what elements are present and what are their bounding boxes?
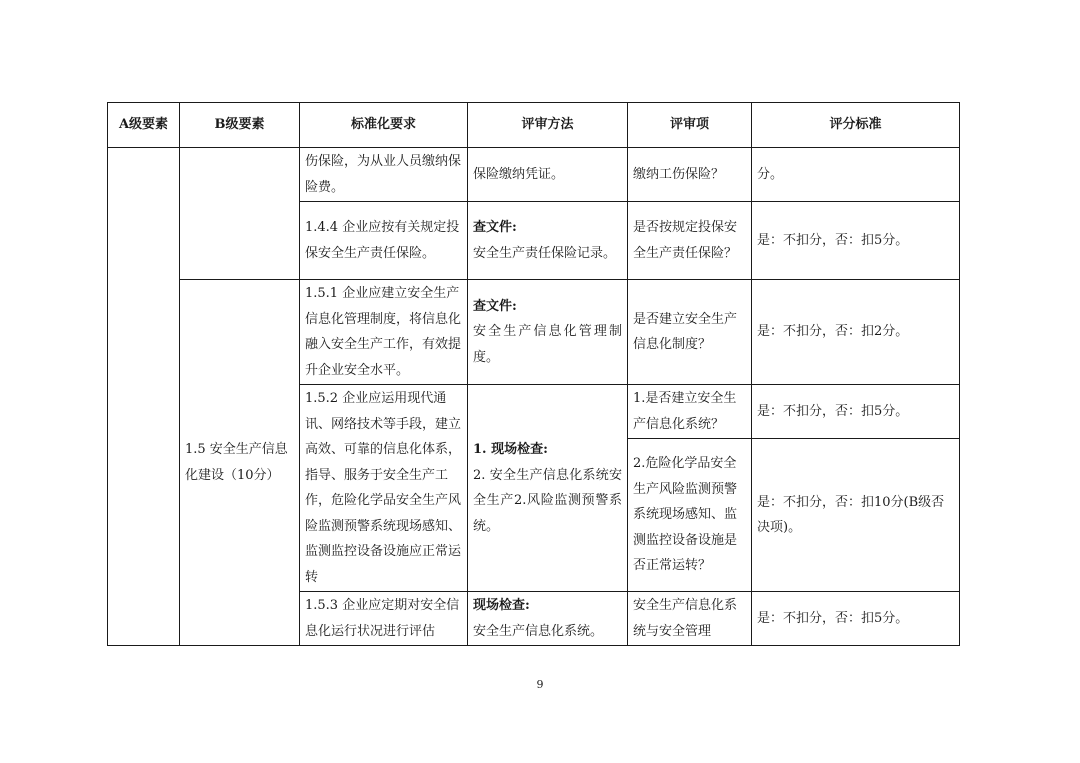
method-title: 查文件: (473, 220, 517, 235)
method-text: 安全生产信息化管理制度。 (473, 324, 622, 365)
method-title: 现场检查: (473, 598, 530, 613)
b-element-cell (180, 148, 300, 280)
method-text: 2. 安全生产信息化系统安全生产2.风险监测预警系统。 (473, 467, 622, 534)
requirement-cell: 1.5.3 企业应定期对安全信息化运行状况进行评估 (300, 592, 468, 646)
b-element-cell: 1.5 安全生产信息化建设（10分） (180, 280, 300, 646)
item-cell: 是否建立安全生产信息化制度？ (628, 280, 752, 385)
requirement-cell: 伤保险，为从业人员缴纳保险费。 (300, 148, 468, 202)
requirement-cell: 1.5.1 企业应建立安全生产信息化管理制度，将信息化融入安全生产工作，有效提升企业安全水平。 (300, 280, 468, 385)
item-cell: 安全生产信息化系统与安全管理 (628, 592, 752, 646)
requirement-cell: 1.4.4 企业应按有关规定投保安全生产责任保险。 (300, 202, 468, 280)
item-cell: 缴纳工伤保险？ (628, 148, 752, 202)
method-title: 查文件: (473, 298, 517, 314)
method-cell (468, 385, 628, 592)
criteria-cell: 是：不扣分，否：扣5分。 (752, 385, 960, 439)
header-criteria: 评分标准 (752, 103, 960, 148)
evaluation-standard-table (107, 102, 960, 646)
criteria-cell: 是：不扣分，否：扣5分。 (752, 592, 960, 646)
table-header-row (108, 103, 960, 148)
method-cell (468, 202, 628, 280)
a-element-cell (108, 148, 180, 646)
method-text: 安全生产责任保险记录。 (473, 245, 617, 261)
criteria-cell: 是：不扣分，否：扣10分(B级否决项)。 (752, 439, 960, 592)
method-cell (468, 280, 628, 385)
header-item: 评审项 (628, 103, 752, 148)
header-requirement: 标准化要求 (300, 103, 468, 148)
method-cell: 保险缴纳凭证。 (468, 148, 628, 202)
item-cell: 1.是否建立安全生产信息化系统？ (628, 385, 752, 439)
table-row (108, 280, 960, 385)
criteria-cell: 是：不扣分，否：扣2分。 (752, 280, 960, 385)
header-method: 评审方法 (468, 103, 628, 148)
method-cell (468, 592, 628, 646)
header-a-element: A级要素 (108, 103, 180, 148)
criteria-cell: 是：不扣分，否：扣5分。 (752, 202, 960, 280)
table-row (108, 148, 960, 202)
header-b-element: B级要素 (180, 103, 300, 148)
item-cell: 2.危险化学品安全生产风险监测预警系统现场感知、监测监控设备设施是否正常运转？ (628, 439, 752, 592)
item-cell: 是否按规定投保安全生产责任保险？ (628, 202, 752, 280)
method-text: 安全生产信息化系统。 (473, 623, 604, 639)
method-title: 1. 现场检查: (473, 442, 548, 457)
criteria-cell: 分。 (752, 148, 960, 202)
requirement-cell: 1.5.2 企业应运用现代通讯、网络技术等手段，建立高效、可靠的信息化体系，指导、服务于安全生产工作，危险化学品安全生产风险监测预警系统现场感知、监测监控设备设施应正常运转 (300, 385, 468, 592)
page-number: 9 (536, 678, 544, 691)
